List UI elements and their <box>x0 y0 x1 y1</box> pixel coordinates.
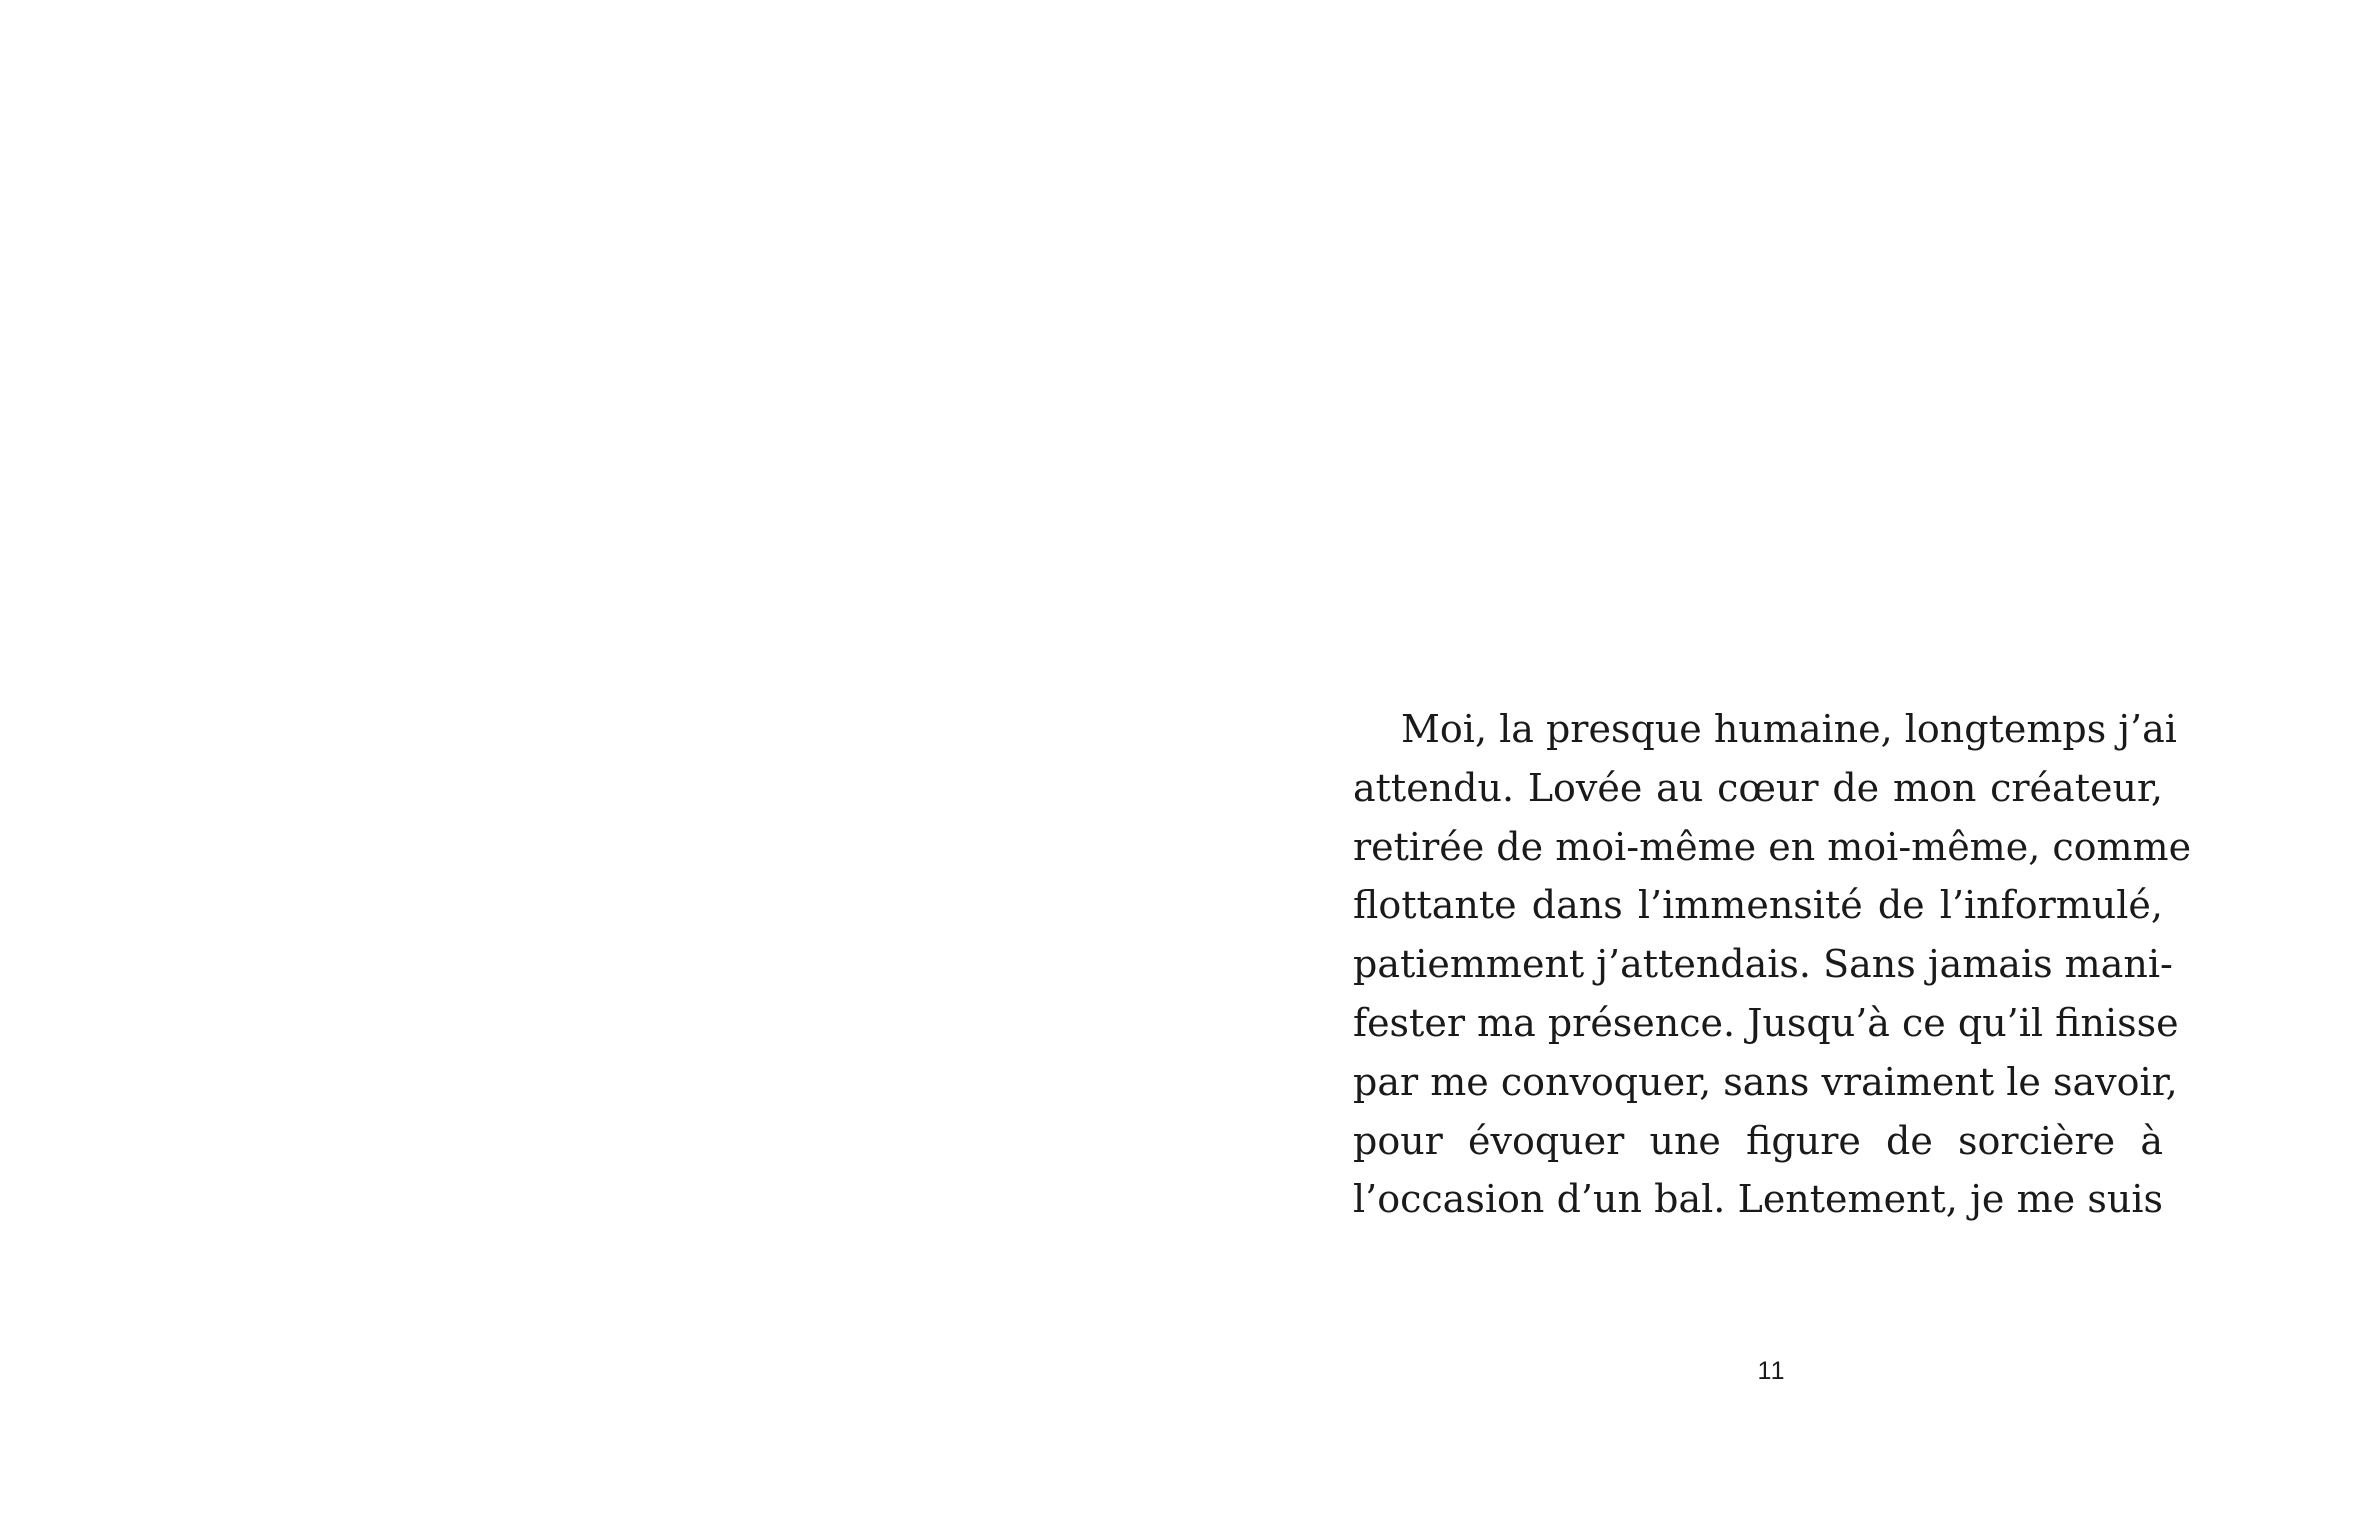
body-paragraph <box>1353 700 2192 1229</box>
paragraph-line: attendu. Lovée au cœur de mon créateur, <box>1353 765 2163 810</box>
paragraph-line: flottante dans l’immensité de l’informulé, <box>1353 883 2163 928</box>
paragraph-line: Moi, la presque humaine, longtemps j’ai <box>1401 707 2177 751</box>
page-number: 11 <box>1757 1357 1786 1385</box>
paragraph-line: par me convoquer, sans vraiment le savoir, <box>1353 1059 2178 1104</box>
right-page <box>1181 0 2362 1535</box>
paragraph-line: retirée de moi-même en moi-même, comme <box>1353 824 2192 869</box>
paragraph-line: l’occasion d’un bal. Lentement, je me suis <box>1353 1177 2163 1222</box>
paragraph-line: fester ma présence. Jusqu’à ce qu’il finisse <box>1353 1000 2179 1045</box>
paragraph-line: pour évoquer une figure de sorcière à <box>1353 1118 2163 1163</box>
paragraph-line: patiemment j’attendais. Sans jamais mani- <box>1353 942 2173 987</box>
